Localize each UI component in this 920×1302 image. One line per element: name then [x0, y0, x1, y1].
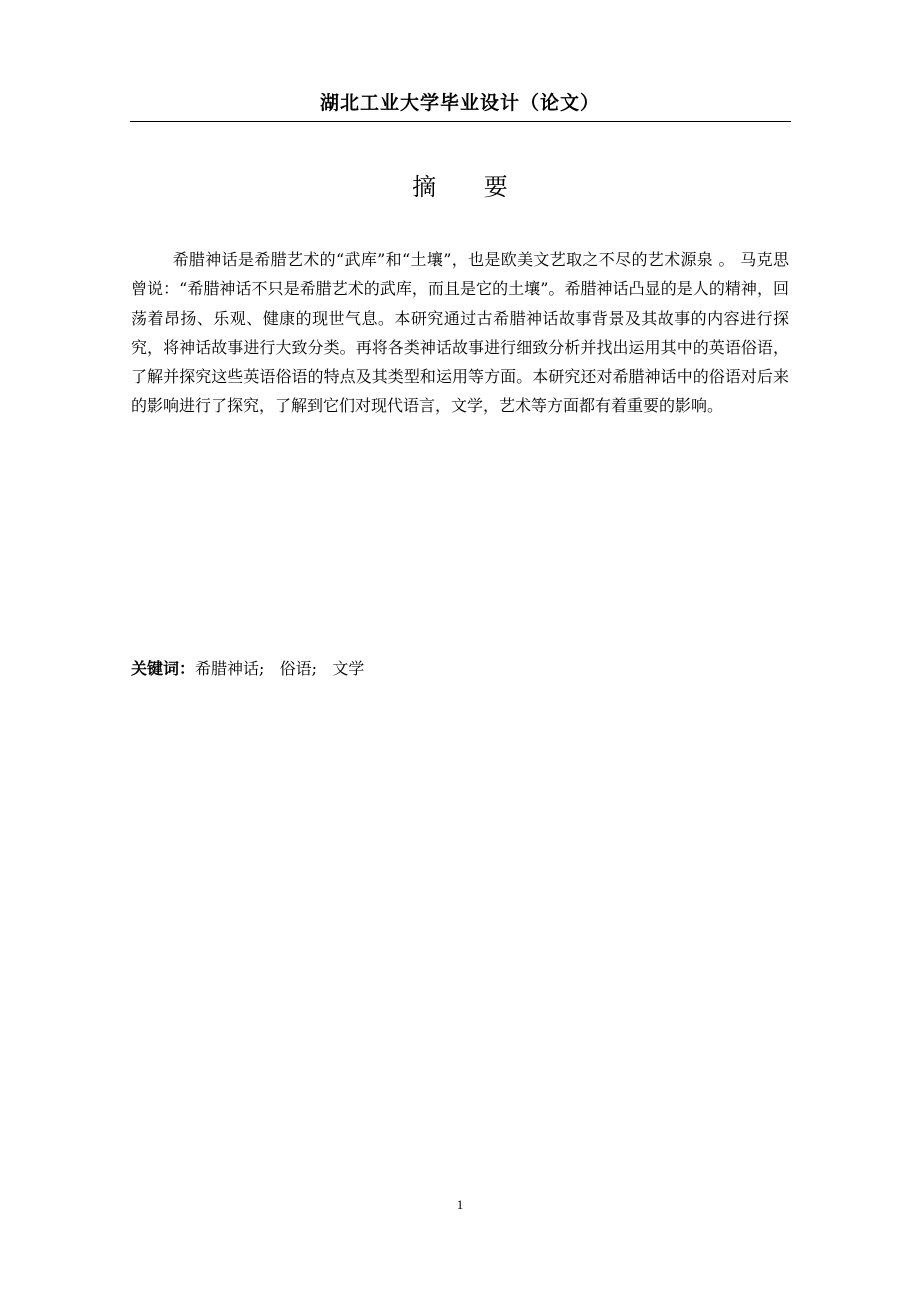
keywords-values: 希腊神话; 俗语; 文学 [195, 659, 365, 678]
keywords-line [131, 656, 789, 682]
keywords-label: 关键词： [131, 659, 196, 678]
header-divider [130, 121, 791, 122]
running-header-title: 湖北工业大学毕业设计（论文） [319, 92, 600, 114]
abstract-paragraph: 希腊神话是希腊艺术的“武库”和“土壤”，也是欧美文艺取之不尽的艺术源泉 。 马克思曾说：“希腊神话不只是希腊艺术的武库，而且是它的土壤”。希腊神话凸显的是人的精神，回荡着昂扬、乐观、健康的现世气息。本研究通过古希腊神话故事背景及其故事的内容进行探究，将神话故事进行大致分类。再将各类神话故事进行细致分析并找出运用其中的英语俗语，了解并探究这些英语俗语的特点及其类型和运用等方面。本研究还对希腊神话中的俗语对后来的影响进行了探究，了解到它们对现代语言，文学，艺术等方面都有着重要的影响。 [131, 250, 789, 416]
page-number: 1 [456, 1197, 464, 1212]
abstract-heading: 摘 要 [412, 173, 508, 201]
